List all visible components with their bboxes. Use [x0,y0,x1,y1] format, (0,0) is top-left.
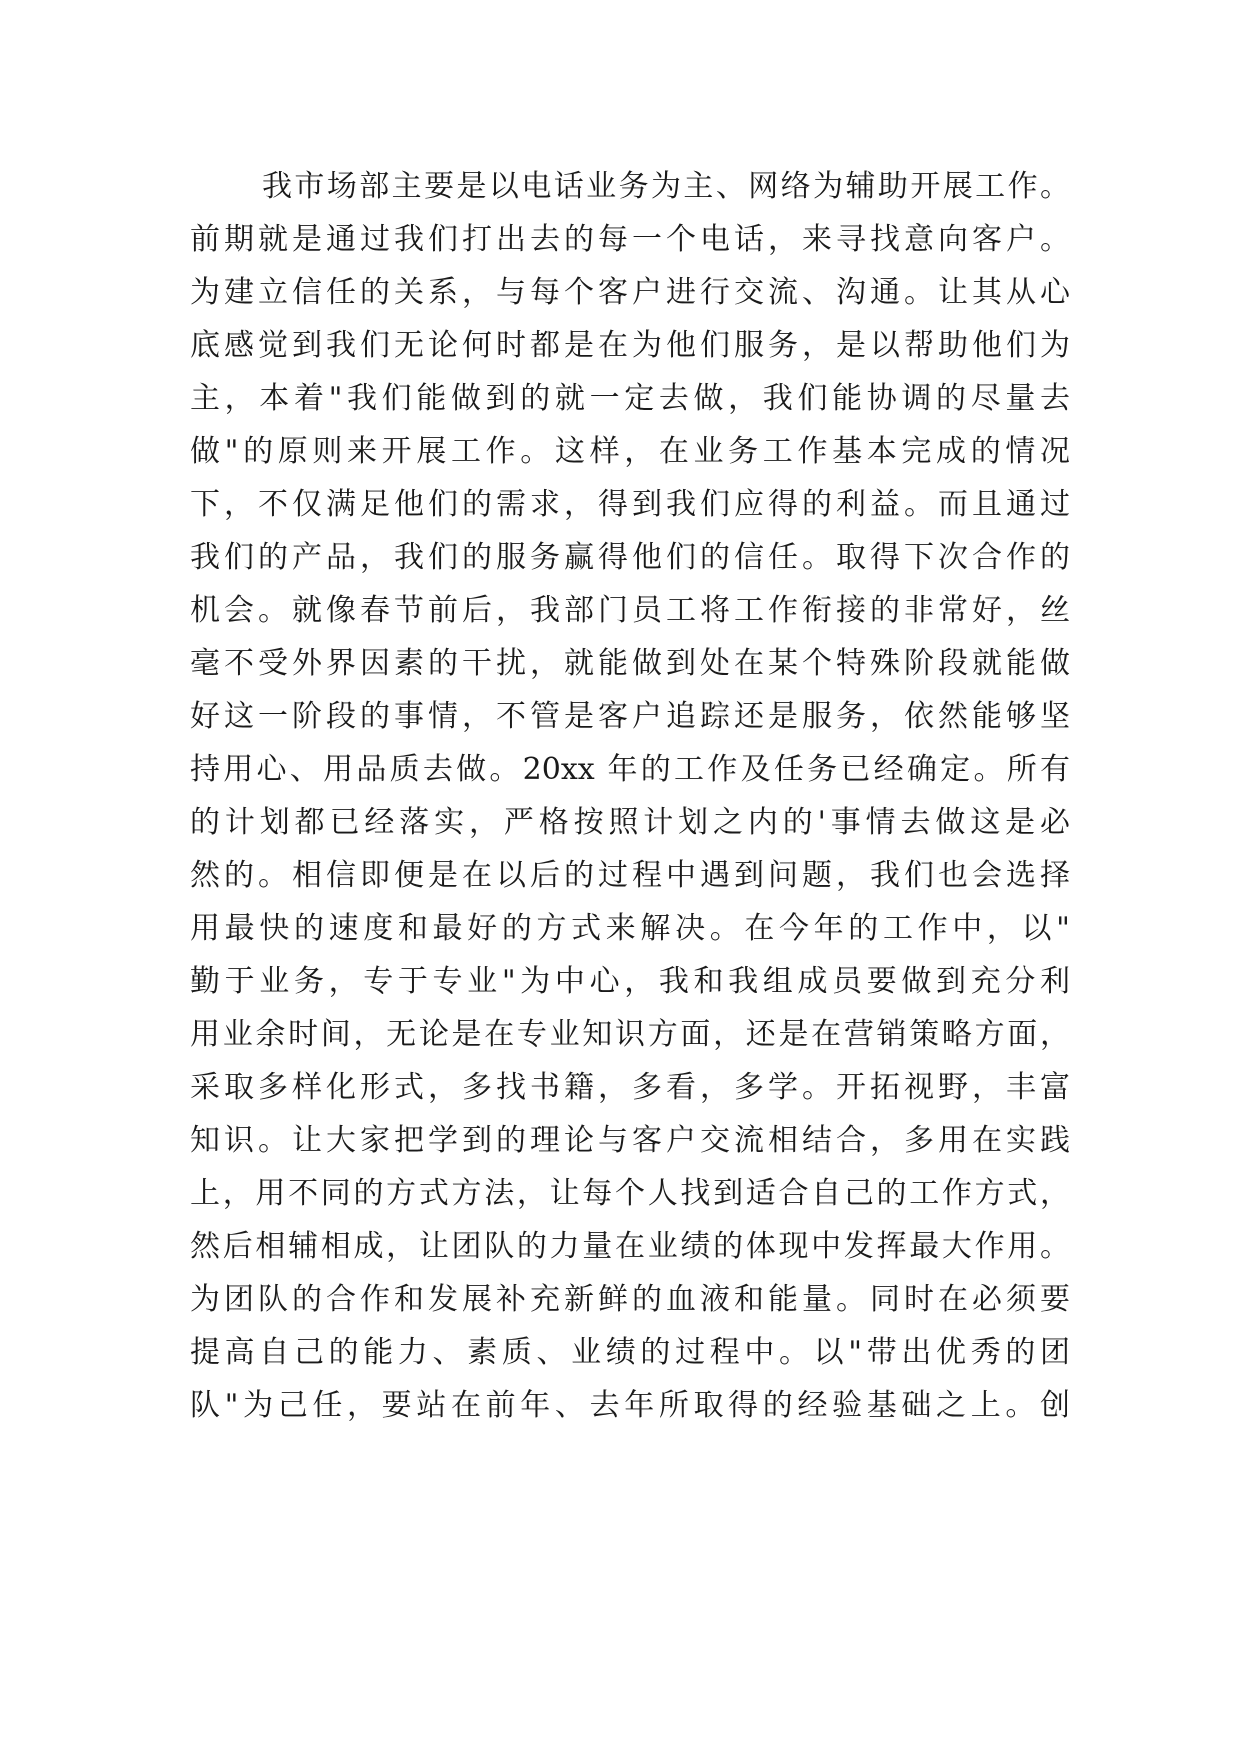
paragraph-line: 我们的产品，我们的服务赢得他们的信任。取得下次合作的 [190,540,1070,575]
paragraph-line: 下，不仅满足他们的需求，得到我们应得的利益。而且通过 [190,487,1070,522]
paragraph-line: 队"为己任，要站在前年、去年所取得的经验基础之上。创 [190,1388,1070,1423]
paragraph-line: 我市场部主要是以电话业务为主、网络为辅助开展工作。 [262,169,1070,204]
paragraph-line: 然后相辅相成，让团队的力量在业绩的体现中发挥最大作用。 [190,1229,1070,1264]
paragraph-line: 持用心、用品质去做。20xx 年的工作及任务已经确定。所有 [190,752,1070,787]
paragraph-line: 知识。让大家把学到的理论与客户交流相结合，多用在实践 [190,1123,1070,1158]
paragraph-line: 用业余时间，无论是在专业知识方面，还是在营销策略方面， [190,1017,1070,1052]
paragraph-line: 上，用不同的方式方法，让每个人找到适合自己的工作方式， [190,1176,1070,1211]
paragraph-line: 为团队的合作和发展补充新鲜的血液和能量。同时在必须要 [190,1282,1070,1317]
paragraph-line: 主，本着"我们能做到的就一定去做，我们能协调的尽量去 [190,381,1070,416]
paragraph-line: 毫不受外界因素的干扰，就能做到处在某个特殊阶段就能做 [190,646,1070,681]
paragraph-line: 提高自己的能力、素质、业绩的过程中。以"带出优秀的团 [190,1335,1070,1370]
paragraph-line: 好这一阶段的事情，不管是客户追踪还是服务，依然能够坚 [190,699,1070,734]
paragraph-line: 机会。就像春节前后，我部门员工将工作衔接的非常好，丝 [190,593,1070,628]
paragraph-line: 为建立信任的关系，与每个客户进行交流、沟通。让其从心 [190,275,1070,310]
body-paragraph [190,160,1070,1432]
paragraph-line: 然的。相信即便是在以后的过程中遇到问题，我们也会选择 [190,858,1070,893]
paragraph-line: 的计划都已经落实，严格按照计划之内的'事情去做这是必 [190,805,1070,840]
paragraph-line: 前期就是通过我们打出去的每一个电话，来寻找意向客户。 [190,222,1070,257]
paragraph-line: 采取多样化形式，多找书籍，多看，多学。开拓视野，丰富 [190,1070,1070,1105]
paragraph-line: 勤于业务，专于专业"为中心，我和我组成员要做到充分利 [190,964,1070,999]
paragraph-line: 底感觉到我们无论何时都是在为他们服务，是以帮助他们为 [190,328,1070,363]
paragraph-line: 用最快的速度和最好的方式来解决。在今年的工作中，以" [190,911,1070,946]
paragraph-line: 做"的原则来开展工作。这样，在业务工作基本完成的情况 [190,434,1070,469]
